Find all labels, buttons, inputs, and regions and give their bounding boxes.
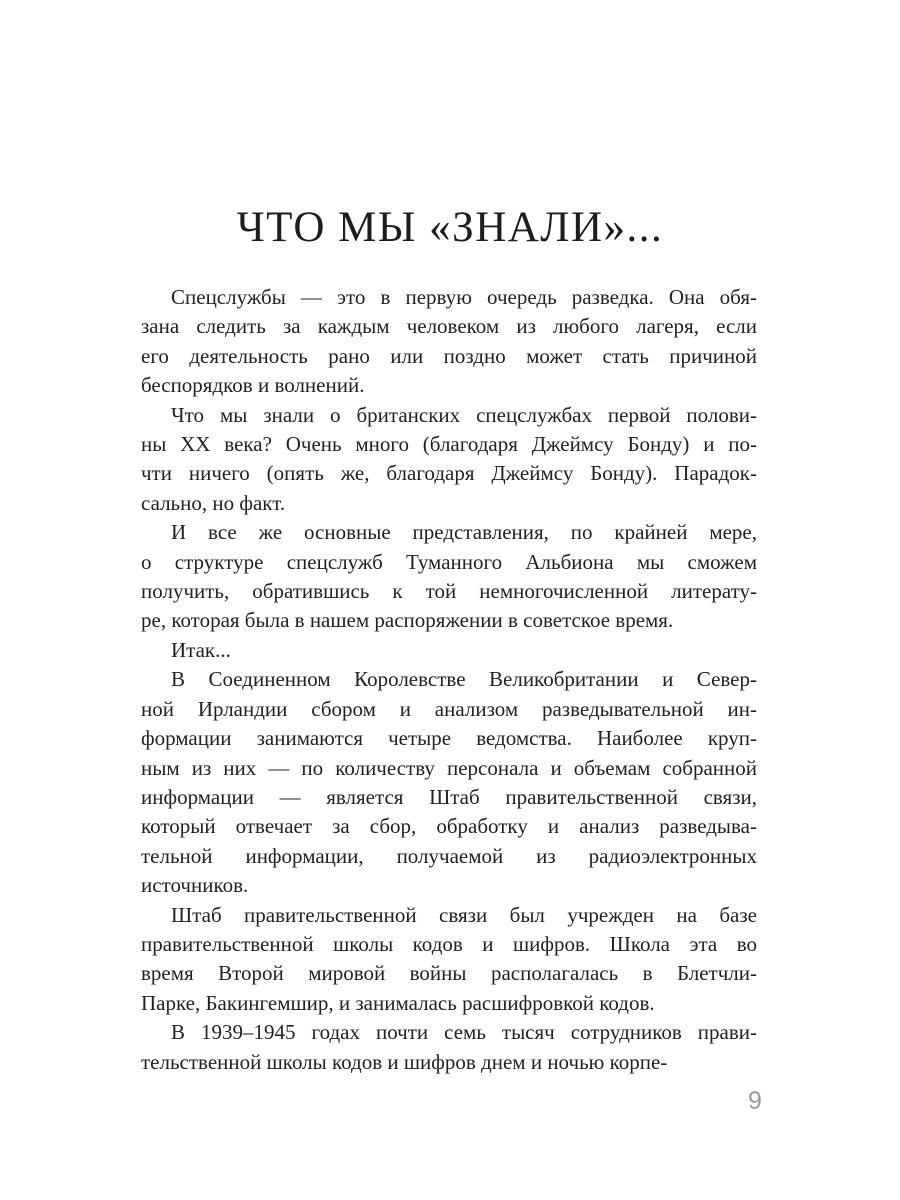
text-line: ре, которая была в нашем распоряжении в советское время. (141, 608, 674, 633)
text-line: ным из них — по количеству персонала и объемам собранной (141, 755, 757, 780)
text-line: источников. (141, 873, 249, 898)
text-line: ны XX века? Очень много (благодаря Джеймсу Бонду) и по- (141, 432, 757, 457)
text-line: тельственной школы кодов и шифров днем и ночью корпе- (141, 1049, 668, 1074)
body-text (141, 283, 757, 1077)
text-line: информации — является Штаб правительственной связи, (141, 784, 757, 809)
text-line: формации занимаются четыре ведомства. Наиболее круп- (141, 726, 757, 751)
text-line: Штаб правительственной связи был учрежден на базе (171, 902, 757, 927)
paragraph (141, 1018, 757, 1077)
text-line: Спецслужбы — это в первую очередь разведка. Она обя- (171, 285, 757, 309)
text-line: тельной информации, получаемой из радиоэлектронных (141, 843, 757, 868)
text-line: о структуре спецслужб Туманного Альбиона мы сможем (141, 549, 757, 574)
chapter-title: ЧТО МЫ «ЗНАЛИ»... (236, 204, 664, 251)
text-line: Что мы знали о британских спецслужбах первой полови- (171, 402, 757, 427)
paragraph (141, 665, 757, 900)
text-line: получить, обратившись к той немногочисленной литерату- (141, 579, 757, 604)
paragraph (141, 901, 757, 1019)
paragraph (141, 283, 757, 401)
text-line: В Соединенном Королевстве Великобритании и Север- (171, 667, 757, 692)
paragraph (141, 401, 757, 519)
text-line: Итак... (171, 637, 231, 662)
text-line: правительственной школы кодов и шифров. Школа эта во (141, 931, 757, 956)
text-line: беспорядков и волнений. (141, 373, 365, 398)
text-line: ной Ирландии сбором и анализом разведывательной ин- (141, 696, 757, 721)
text-line: сально, но факт. (141, 490, 286, 515)
text-line: его деятельность рано или поздно может стать причиной (141, 343, 757, 368)
text-line: зана следить за каждым человеком из любого лагеря, если (141, 314, 757, 339)
text-line: И все же основные представления, по крайней мере, (171, 520, 757, 545)
page-number: 9 (748, 1087, 762, 1115)
text-line: который отвечает за сбор, обработку и анализ разведыва- (141, 814, 757, 839)
text-line: чти ничего (опять же, благодаря Джеймсу Бонду). Парадок- (141, 461, 757, 486)
text-line: время Второй мировой войны располагалась в Блетчли- (141, 961, 757, 986)
paragraph (141, 518, 757, 636)
text-line: Парке, Бакингемшир, и занималась расшифровкой кодов. (141, 990, 655, 1015)
paragraph (141, 636, 757, 665)
text-line: В 1939–1945 годах почти семь тысяч сотрудников прави- (171, 1020, 757, 1045)
